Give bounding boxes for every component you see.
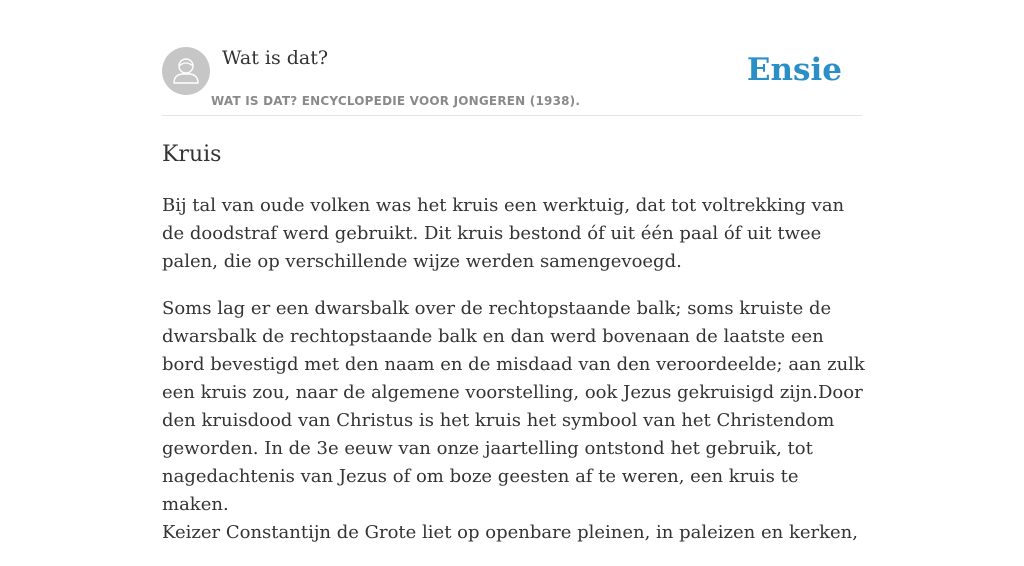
article-paragraph: Bij tal van oude volken was het kruis een werktuig, dat tot voltrekking van de doodstraf werd gebruikt. Dit kruis bestond óf uit één paal óf uit twee palen, die op verschillende wijze werden samengevoegd. bbox=[162, 195, 845, 272]
source-name-link[interactable]: Wat is dat? bbox=[222, 47, 329, 69]
source-header bbox=[162, 46, 862, 116]
user-icon[interactable] bbox=[162, 47, 210, 95]
article-title: Kruis bbox=[162, 142, 222, 167]
article-body bbox=[162, 192, 866, 566]
ensie-logo-link[interactable]: Ensie bbox=[746, 52, 842, 88]
source-subtitle: WAT IS DAT? ENCYCLOPEDIE VOOR JONGEREN (1938). bbox=[211, 94, 581, 108]
article-paragraph: Soms lag er een dwarsbalk over de rechtopstaande balk; soms kruiste de dwarsbalk de rechtopstaande balk en dan werd bovenaan de laatste een bord bevestigd met den naam en de misdaad van den veroordeelde; aan zulk een kruis zou, naar de algemene voorstelling, ook Jezus gekruisigd zijn.Door den kruisdood van Christus is het kruis het symbool van het Christendom geworden. In de 3e eeuw van onze jaartelling ontstond het gebruik, tot nagedachtenis van Jezus of om boze geesten af te weren, een kruis te maken. Keizer Constantijn de Grote liet op openbare pleinen, in paleizen en kerken, bbox=[162, 298, 865, 543]
